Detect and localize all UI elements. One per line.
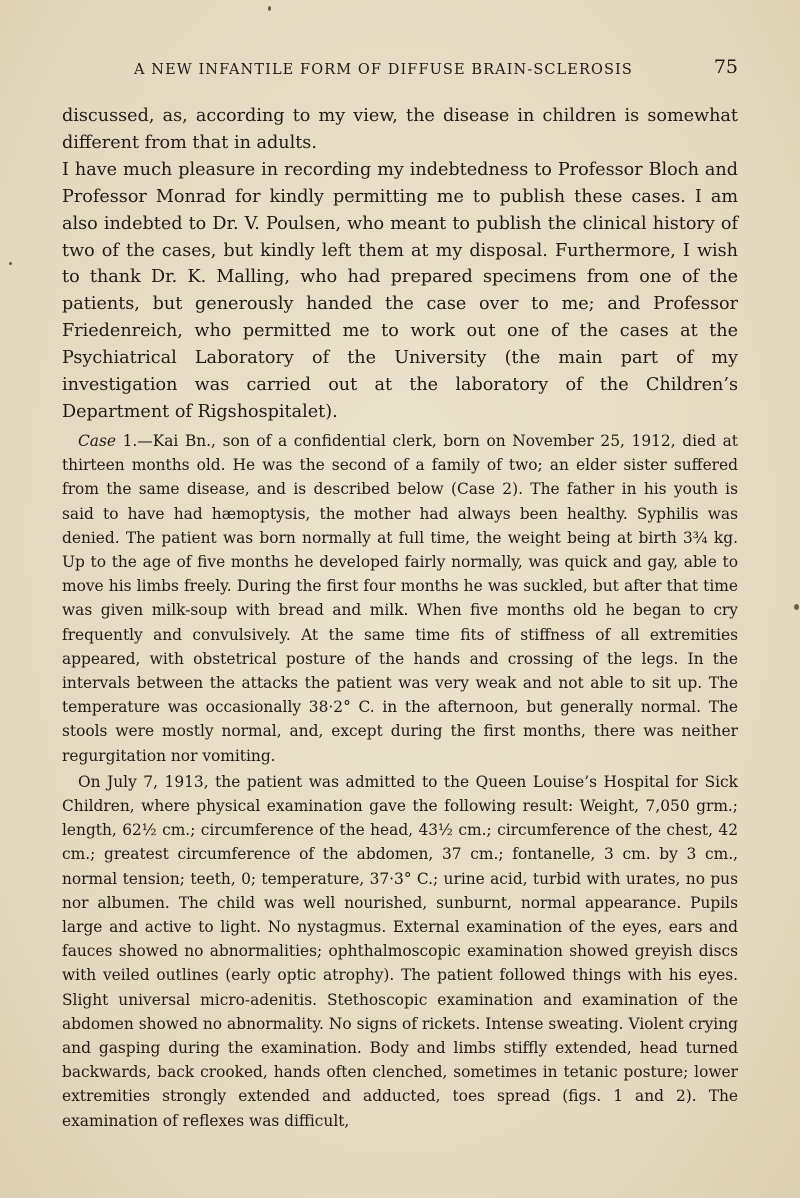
case-history-text: 1.—Kai Bn., son of a confidential clerk, born on November 25, 1912, died at thirteen months old. He was the second of a family of two; an elder sister suffered from the same disease, and is described below (Case 2). The father in his youth is said to have had hæmoptysis, the mother had always been healthy. Syphilis was denied. The patient was born normally at full time, the weight being at birth 3¾ kg. Up to the age of five months he developed fairly normally, was quick and gay, able to move his limbs freely. During the first four months he was suckled, but after that time was given milk-soup with bread and milk. When five months old he began to cry frequently and convulsively. At the same time fits of stiffness of all extremities appeared, with obstetrical posture of the hands and crossing of the legs. In the intervals between the attacks the patient was very weak and not able to sit up. The temperature was occasionally 38·2° C. in the afternoon, but generally normal. The stools were mostly normal, and, except during the first months, there was neither regurgitation nor vomiting. [62, 432, 738, 765]
page-number: 75 [713, 56, 738, 78]
running-title: A NEW INFANTILE FORM OF DIFFUSE BRAIN-SCLEROSIS [134, 62, 633, 78]
paper-speck [794, 604, 799, 610]
admission-paragraph: On July 7, 1913, the patient was admitted to the Queen Louise’s Hospital for Sick Children, where physical examination gave the following result: Weight, 7,050 grm.; length, 62½ cm.; circumference of the head, 43½ cm.; circumference of the chest, 42 cm.; greatest circumference of the abdomen, 37 cm.; fontanelle, 3 cm. by 3 cm., normal tension; teeth, 0; temperature, 37·3° C.; urine acid, turbid with urates, no pus nor albumen. The child was well nourished, sunburnt, normal appearance. Pupils large and active to light. No nystagmus. External examination of the eyes, ears and fauces showed no abnormalities; ophthalmoscopic examination showed greyish discs with veiled outlines (early optic atrophy). The patient followed things with his eyes. Slight universal micro-adenitis. Stethoscopic examination and examination of the abdomen showed no abnormality. No signs of rickets. Intense sweating. Violent crying and gasping during the examination. Body and limbs stiffly extended, head turned backwards, back crooked, hands often clenched, sometimes in tetanic posture; lower extremities strongly extended and adducted, toes spread (figs. 1 and 2). The examination of reflexes was difficult, [62, 772, 738, 1130]
case-report [62, 429, 738, 1133]
case-history-paragraph [62, 429, 738, 768]
body-text [62, 103, 738, 426]
paper-speck [268, 6, 271, 11]
paper-speck [9, 262, 12, 265]
running-head [62, 56, 738, 86]
acknowledgements-paragraph: I have much pleasure in recording my indebtedness to Professor Bloch and Professor Monrad for kindly permitting me to publish these cases. I am also indebted to Dr. V. Poulsen, who meant to publish the clinical history of two of the cases, but kindly left them at my disposal. Furthermore, I wish to thank Dr. K. Malling, who had prepared specimens from one of the patients, but generously handed the case over to me; and Professor Friedenreich, who permitted me to work out one of the cases at the Psychiatrical Laboratory of the University (the main part of my investigation was carried out at the laboratory of the Children’s Department of Rigshospitalet). [62, 159, 738, 422]
paragraph-continuation: discussed, as, according to my view, the disease in children is somewhat different from that in adults. [62, 106, 738, 153]
case-label: Case [78, 432, 116, 450]
